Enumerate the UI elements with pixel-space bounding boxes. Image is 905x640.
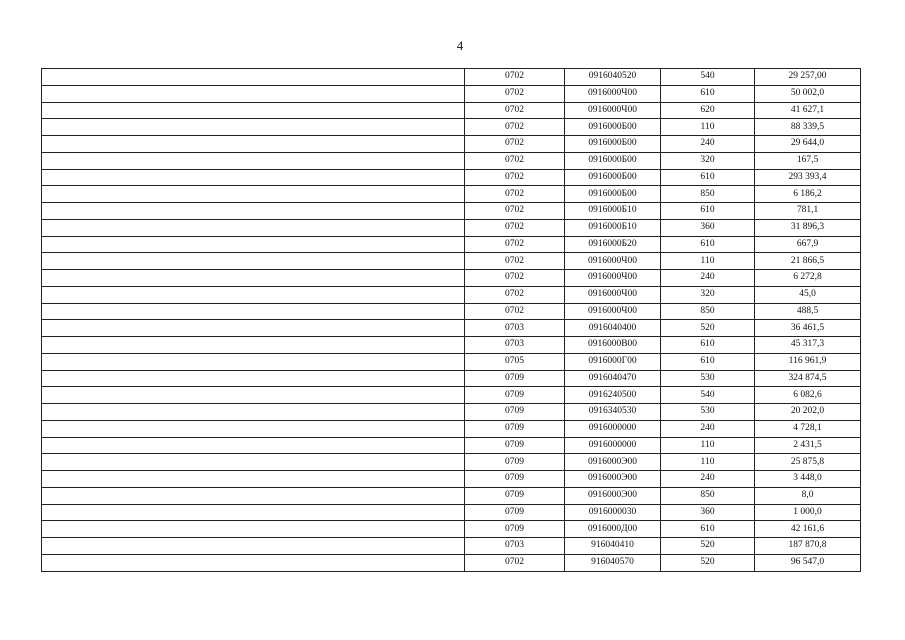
item-name-cell [42,554,465,571]
amount-cell: 4 728,1 [755,420,861,437]
section-code-cell: 0705 [465,353,565,370]
section-code-cell: 0709 [465,437,565,454]
amount-cell: 667,9 [755,236,861,253]
expense-type-cell: 360 [661,504,755,521]
expense-type-cell: 610 [661,169,755,186]
expense-type-cell: 110 [661,119,755,136]
item-name-cell [42,538,465,555]
target-article-cell: 0916000Г00 [565,353,661,370]
expense-type-cell: 360 [661,219,755,236]
page-number: 4 [456,38,464,53]
amount-cell: 31 896,3 [755,219,861,236]
expense-type-cell: 530 [661,404,755,421]
expense-type-cell: 620 [661,102,755,119]
target-article-cell: 0916000Б00 [565,152,661,169]
expense-type-cell: 240 [661,471,755,488]
expense-type-cell: 610 [661,203,755,220]
item-name-cell [42,85,465,102]
amount-cell: 50 002,0 [755,85,861,102]
table-row [42,337,861,354]
item-name-cell [42,471,465,488]
item-name-cell [42,219,465,236]
table-row [42,85,861,102]
table-row [42,219,861,236]
target-article-cell: 0916000Ч00 [565,270,661,287]
item-name-cell [42,286,465,303]
table-row [42,186,861,203]
target-article-cell: 0916000Б00 [565,136,661,153]
section-code-cell: 0702 [465,203,565,220]
amount-cell: 25 875,8 [755,454,861,471]
budget-table-body [42,69,861,572]
amount-cell: 21 866,5 [755,253,861,270]
amount-cell: 1 000,0 [755,504,861,521]
table-row [42,353,861,370]
section-code-cell: 0709 [465,370,565,387]
expense-type-cell: 320 [661,152,755,169]
amount-cell: 88 339,5 [755,119,861,136]
budget-table [41,68,861,572]
amount-cell: 8,0 [755,487,861,504]
target-article-cell: 0916000Э00 [565,487,661,504]
table-row [42,320,861,337]
expense-type-cell: 240 [661,136,755,153]
expense-type-cell: 610 [661,353,755,370]
section-code-cell: 0709 [465,471,565,488]
table-row [42,303,861,320]
amount-cell: 324 874,5 [755,370,861,387]
table-row [42,370,861,387]
amount-cell: 488,5 [755,303,861,320]
expense-type-cell: 520 [661,320,755,337]
amount-cell: 36 461,5 [755,320,861,337]
target-article-cell: 0916040470 [565,370,661,387]
amount-cell: 781,1 [755,203,861,220]
target-article-cell: 0916000Д00 [565,521,661,538]
expense-type-cell: 850 [661,487,755,504]
item-name-cell [42,303,465,320]
section-code-cell: 0702 [465,286,565,303]
item-name-cell [42,270,465,287]
section-code-cell: 0702 [465,152,565,169]
target-article-cell: 0916000Б10 [565,219,661,236]
target-article-cell: 0916000000 [565,420,661,437]
amount-cell: 96 547,0 [755,554,861,571]
table-row [42,136,861,153]
item-name-cell [42,136,465,153]
item-name-cell [42,454,465,471]
expense-type-cell: 530 [661,370,755,387]
table-row [42,387,861,404]
amount-cell: 2 431,5 [755,437,861,454]
expense-type-cell: 540 [661,69,755,86]
table-row [42,236,861,253]
amount-cell: 29 257,00 [755,69,861,86]
expense-type-cell: 610 [661,337,755,354]
amount-cell: 6 186,2 [755,186,861,203]
section-code-cell: 0702 [465,303,565,320]
section-code-cell: 0709 [465,454,565,471]
target-article-cell: 0916000Э00 [565,454,661,471]
section-code-cell: 0702 [465,554,565,571]
target-article-cell: 0916000Э00 [565,471,661,488]
section-code-cell: 0702 [465,85,565,102]
item-name-cell [42,119,465,136]
item-name-cell [42,152,465,169]
table-row [42,437,861,454]
item-name-cell [42,353,465,370]
expense-type-cell: 520 [661,554,755,571]
item-name-cell [42,521,465,538]
table-row [42,286,861,303]
target-article-cell: 0916240500 [565,387,661,404]
item-name-cell [42,236,465,253]
section-code-cell: 0709 [465,387,565,404]
expense-type-cell: 850 [661,303,755,320]
target-article-cell: 0916000030 [565,504,661,521]
expense-type-cell: 240 [661,420,755,437]
expense-type-cell: 540 [661,387,755,404]
target-article-cell: 0916000Ч00 [565,303,661,320]
amount-cell: 3 448,0 [755,471,861,488]
table-row [42,487,861,504]
amount-cell: 6 082,6 [755,387,861,404]
table-row [42,420,861,437]
expense-type-cell: 850 [661,186,755,203]
table-row [42,404,861,421]
target-article-cell: 0916000000 [565,437,661,454]
section-code-cell: 0703 [465,538,565,555]
amount-cell: 116 961,9 [755,353,861,370]
target-article-cell: 0916000Б00 [565,119,661,136]
table-row [42,521,861,538]
section-code-cell: 0709 [465,487,565,504]
table-row [42,203,861,220]
item-name-cell [42,370,465,387]
section-code-cell: 0709 [465,521,565,538]
section-code-cell: 0702 [465,219,565,236]
target-article-cell: 0916000Ч00 [565,286,661,303]
table-row [42,504,861,521]
target-article-cell: 0916000Б00 [565,169,661,186]
expense-type-cell: 320 [661,286,755,303]
target-article-cell: 0916040520 [565,69,661,86]
item-name-cell [42,102,465,119]
table-row [42,169,861,186]
table-row [42,119,861,136]
target-article-cell: 916040570 [565,554,661,571]
item-name-cell [42,203,465,220]
table-row [42,471,861,488]
amount-cell: 42 161,6 [755,521,861,538]
expense-type-cell: 110 [661,253,755,270]
item-name-cell [42,420,465,437]
target-article-cell: 0916000В00 [565,337,661,354]
item-name-cell [42,404,465,421]
amount-cell: 29 644,0 [755,136,861,153]
amount-cell: 41 627,1 [755,102,861,119]
expense-type-cell: 520 [661,538,755,555]
amount-cell: 293 393,4 [755,169,861,186]
section-code-cell: 0703 [465,337,565,354]
target-article-cell: 0916000Б20 [565,236,661,253]
section-code-cell: 0702 [465,186,565,203]
section-code-cell: 0709 [465,504,565,521]
table-row [42,253,861,270]
table-row [42,454,861,471]
expense-type-cell: 610 [661,521,755,538]
section-code-cell: 0702 [465,119,565,136]
table-row [42,554,861,571]
table-row [42,69,861,86]
item-name-cell [42,337,465,354]
item-name-cell [42,186,465,203]
amount-cell: 167,5 [755,152,861,169]
target-article-cell: 0916000Б10 [565,203,661,220]
amount-cell: 187 870,8 [755,538,861,555]
section-code-cell: 0702 [465,136,565,153]
amount-cell: 45 317,3 [755,337,861,354]
item-name-cell [42,69,465,86]
target-article-cell: 0916000Б00 [565,186,661,203]
table-row [42,152,861,169]
expense-type-cell: 610 [661,236,755,253]
expense-type-cell: 610 [661,85,755,102]
expense-type-cell: 240 [661,270,755,287]
expense-type-cell: 110 [661,437,755,454]
target-article-cell: 0916340530 [565,404,661,421]
item-name-cell [42,437,465,454]
target-article-cell: 0916000Ч00 [565,253,661,270]
target-article-cell: 0916040400 [565,320,661,337]
section-code-cell: 0703 [465,320,565,337]
table-row [42,538,861,555]
target-article-cell: 0916000Ч00 [565,85,661,102]
expense-type-cell: 110 [661,454,755,471]
section-code-cell: 0702 [465,270,565,287]
table-row [42,102,861,119]
target-article-cell: 916040410 [565,538,661,555]
section-code-cell: 0702 [465,169,565,186]
amount-cell: 20 202,0 [755,404,861,421]
section-code-cell: 0702 [465,253,565,270]
amount-cell: 45,0 [755,286,861,303]
section-code-cell: 0709 [465,404,565,421]
section-code-cell: 0702 [465,236,565,253]
item-name-cell [42,487,465,504]
section-code-cell: 0709 [465,420,565,437]
table-row [42,270,861,287]
amount-cell: 6 272,8 [755,270,861,287]
item-name-cell [42,169,465,186]
item-name-cell [42,504,465,521]
item-name-cell [42,387,465,404]
section-code-cell: 0702 [465,102,565,119]
target-article-cell: 0916000Ч00 [565,102,661,119]
item-name-cell [42,320,465,337]
section-code-cell: 0702 [465,69,565,86]
item-name-cell [42,253,465,270]
